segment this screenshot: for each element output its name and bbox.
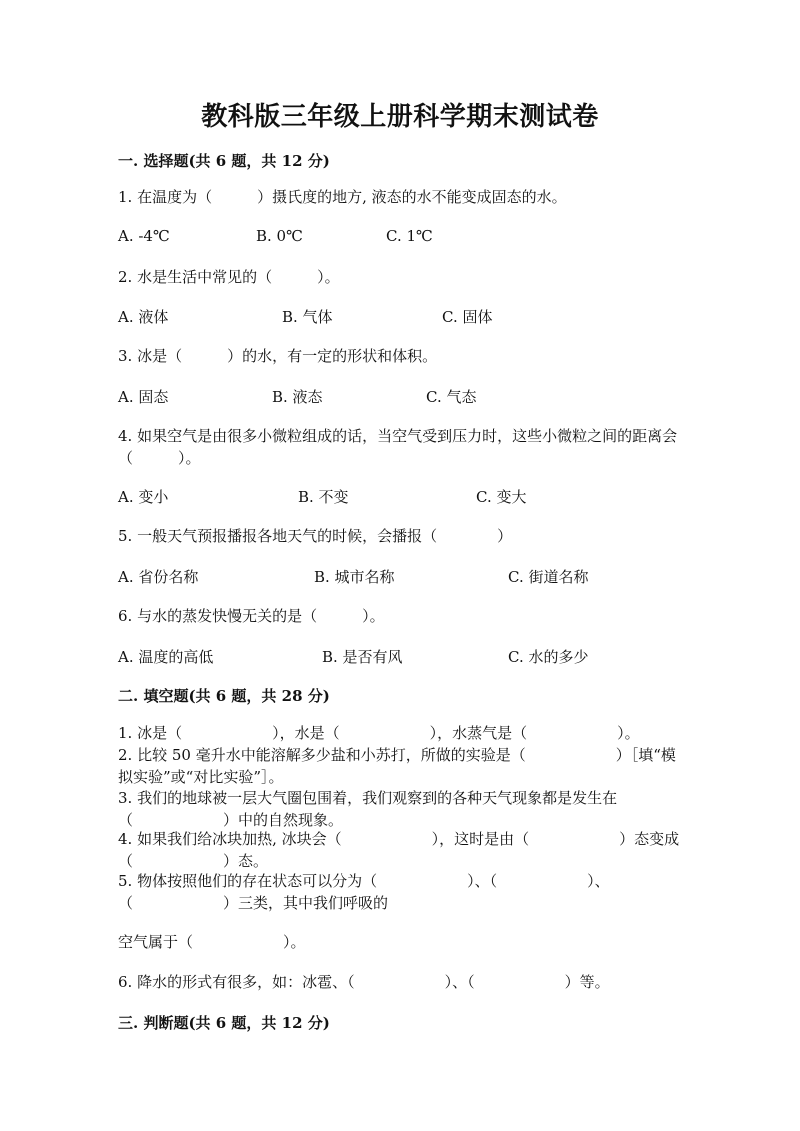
option-a: A. 变小 [118, 488, 169, 506]
choice-question-1: 1. 在温度为（ ）摄氏度的地方, 液态的水不能变成固态的水。 [118, 188, 567, 206]
option-c: C. 变大 [476, 488, 527, 506]
option-a: A. 省份名称 [118, 568, 199, 586]
option-b: B. 不变 [298, 488, 349, 506]
choice-question-5: 5. 一般天气预报播报各地天气的时候，会播报（ ） [118, 527, 513, 545]
option-a: A. 固态 [118, 388, 169, 406]
option-c: C. 气态 [426, 388, 477, 406]
fill-question-4: 4. 如果我们给冰块加热, 冰块会（ ），这时是由（ ）态变成（ ）态。 [118, 830, 680, 870]
choice-options-4 [118, 486, 718, 508]
option-a: A. -4℃ [118, 227, 170, 245]
choice-question-4: 4. 如果空气是由很多小微粒组成的话，当空气受到压力时，这些小微粒之间的距离会（ ）。 [118, 427, 678, 467]
section-heading-fill: 二. 填空题(共 6 题，共 28 分) [118, 687, 330, 705]
fill-question-6: 6. 降水的形式有很多，如：冰雹、（ ）、（ ）等。 [118, 973, 610, 991]
option-b: B. 0℃ [256, 227, 303, 245]
choice-options-6 [118, 646, 718, 668]
choice-options-3 [118, 386, 718, 408]
option-b: B. 城市名称 [314, 568, 395, 586]
option-a: A. 温度的高低 [118, 648, 214, 666]
fill-question-1: 1. 冰是（ ），水是（ ），水蒸气是（ ）。 [118, 724, 640, 742]
option-a: A. 液体 [118, 308, 169, 326]
choice-options-2 [118, 306, 718, 328]
option-b: B. 液态 [272, 388, 323, 406]
option-b: B. 是否有风 [322, 648, 403, 666]
section-heading-choice: 一. 选择题(共 6 题，共 12 分) [118, 152, 330, 170]
choice-options-5 [118, 566, 718, 588]
choice-options-1 [118, 227, 718, 249]
fill-question-2: 2. 比较 50 毫升水中能溶解多少盐和小苏打，所做的实验是（ ）［填“模拟实验”或“对比实验”］。 [118, 746, 676, 786]
option-c: C. 街道名称 [508, 568, 589, 586]
option-b: B. 气体 [282, 308, 333, 326]
page-title: 教科版三年级上册科学期末测试卷 [201, 102, 599, 132]
section-heading-judge: 三. 判断题(共 6 题，共 12 分) [118, 1014, 330, 1032]
fill-question-5: 5. 物体按照他们的存在状态可以分为（ ）、（ ）、（ ）三类，其中我们呼吸的 [118, 872, 610, 912]
choice-question-2: 2. 水是生活中常见的（ ）。 [118, 268, 340, 286]
option-c: C. 1℃ [386, 227, 433, 245]
choice-question-3: 3. 冰是（ ）的水，有一定的形状和体积。 [118, 347, 438, 365]
choice-question-6: 6. 与水的蒸发快慢无关的是（ ）。 [118, 607, 385, 625]
fill-question-5-continued: 空气属于（ ）。 [118, 933, 306, 951]
fill-question-3: 3. 我们的地球被一层大气圈包围着，我们观察到的各种天气现象都是发生在（ ）中的自然现象。 [118, 789, 618, 829]
option-c: C. 水的多少 [508, 648, 589, 666]
option-c: C. 固体 [442, 308, 493, 326]
